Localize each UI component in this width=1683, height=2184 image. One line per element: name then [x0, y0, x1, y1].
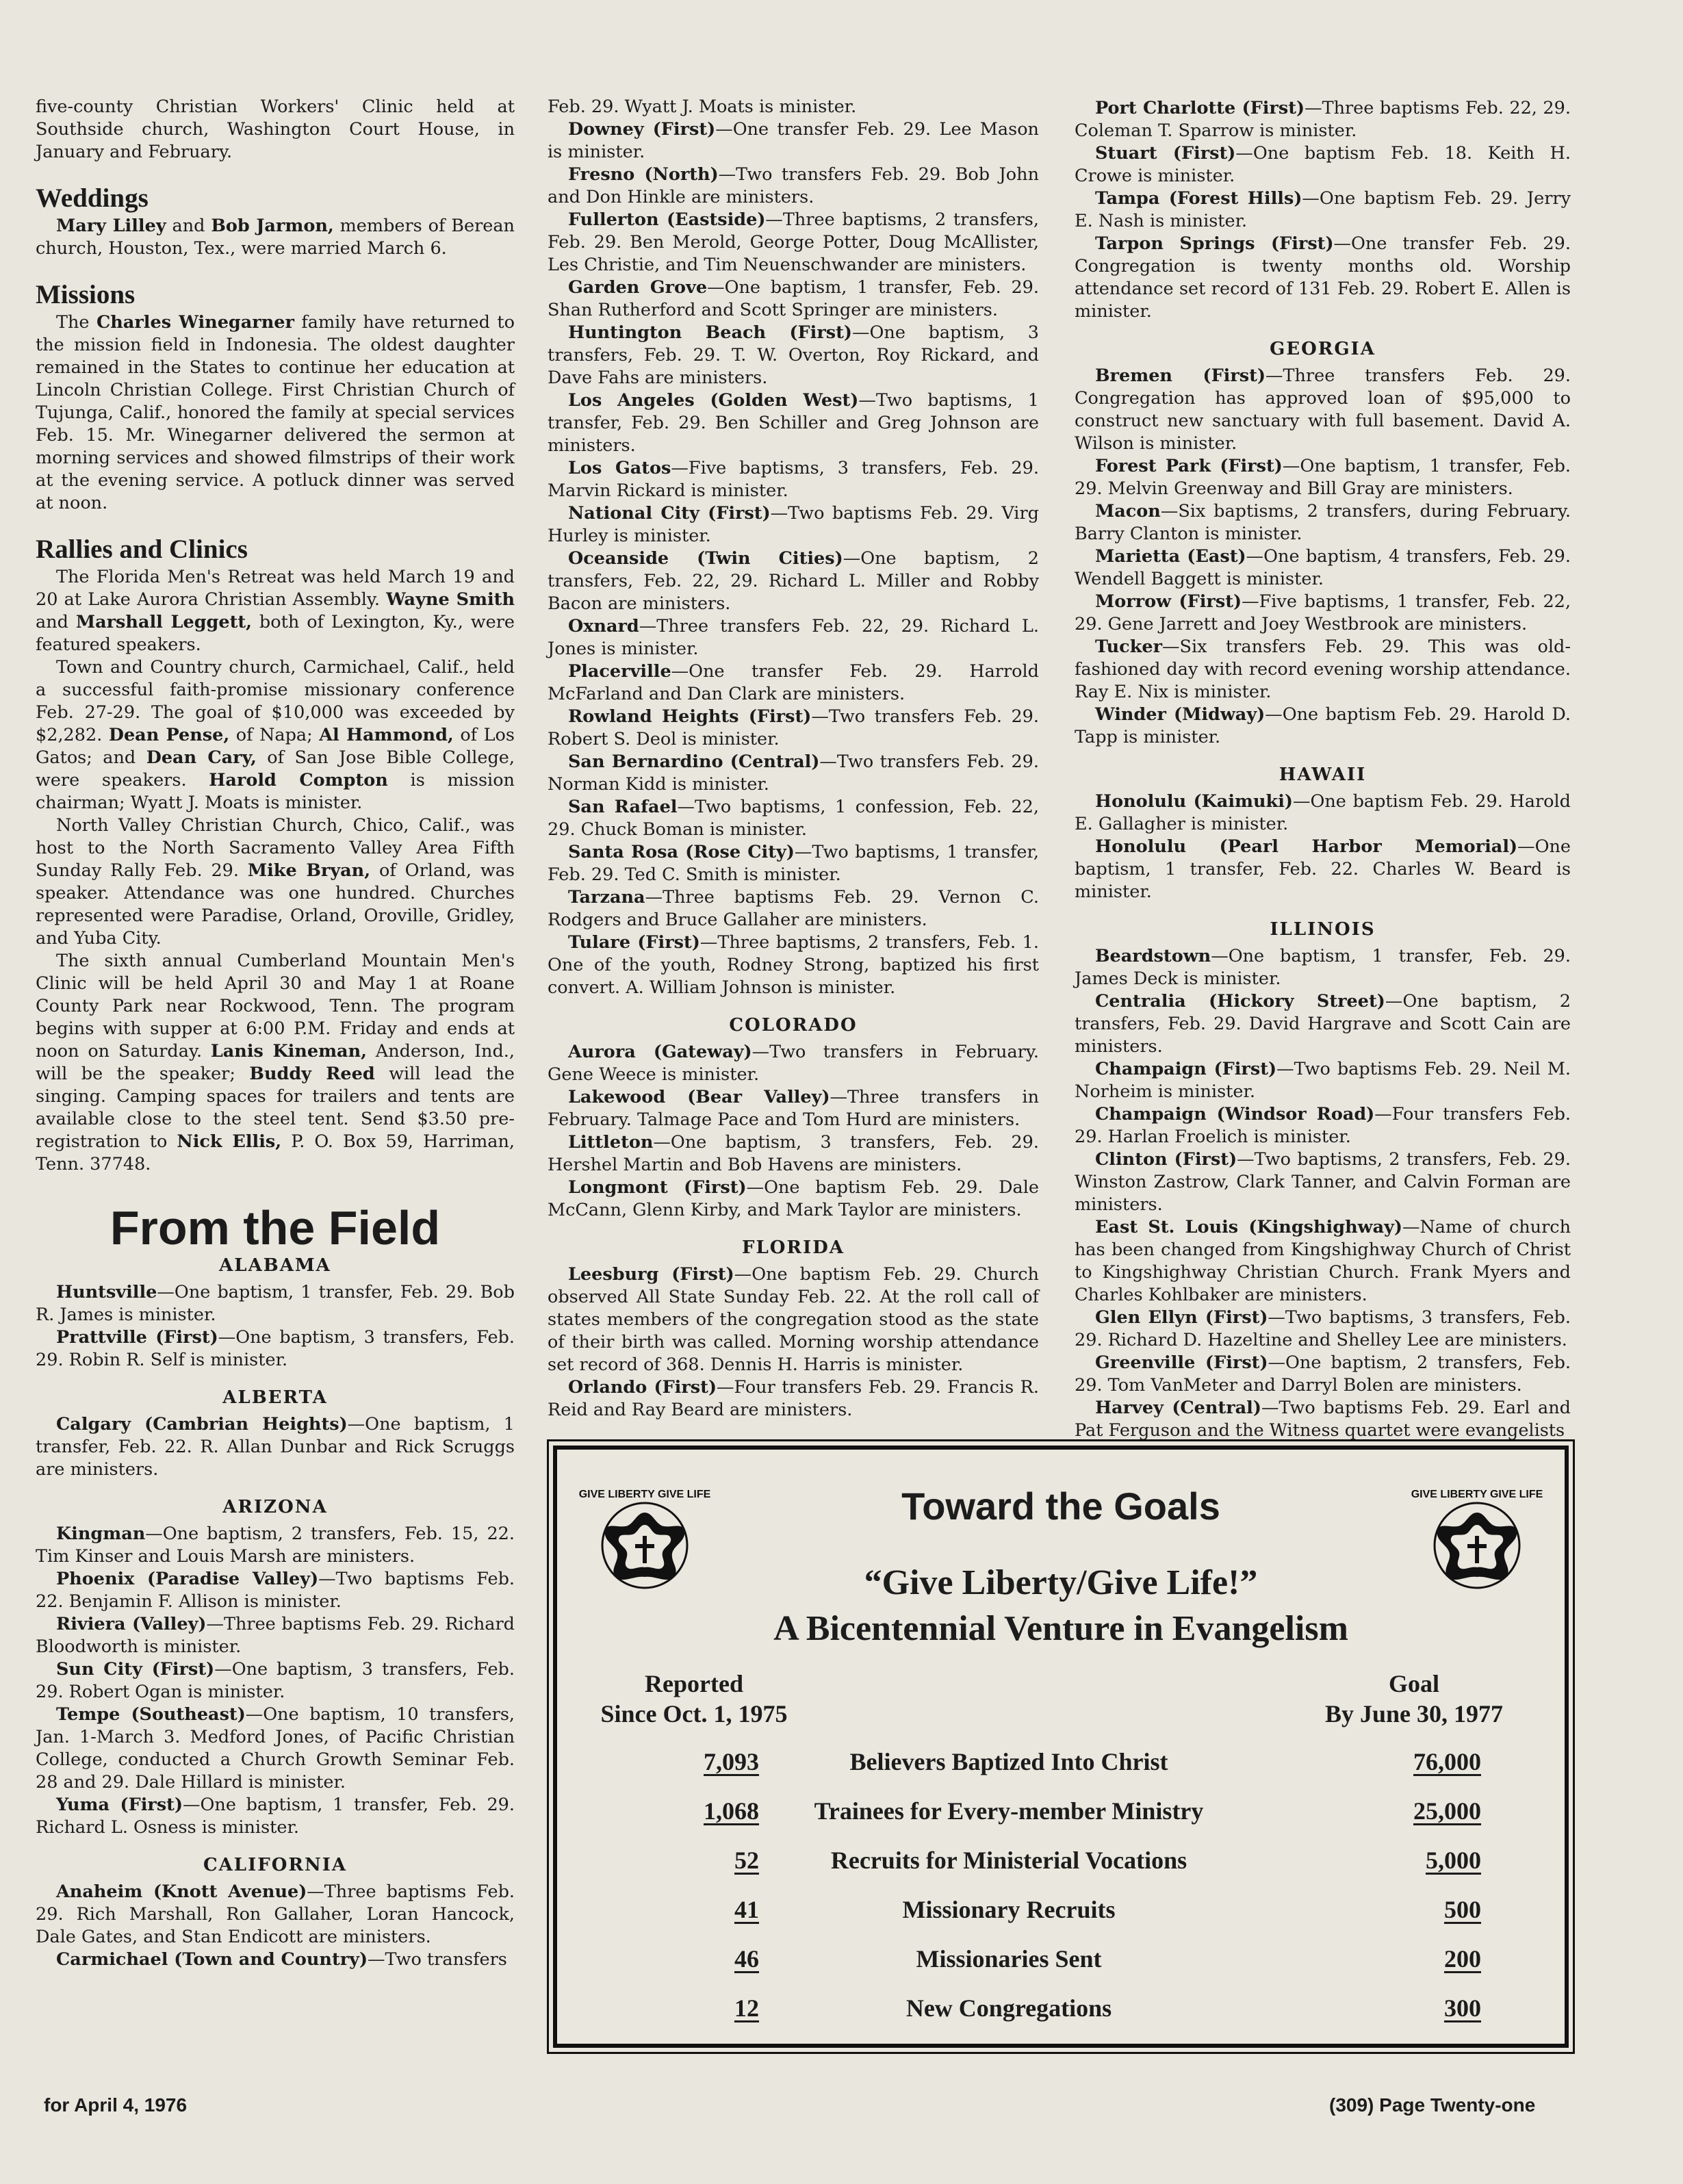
report-entry: Calgary (Cambrian Heights)—One baptism, 1 transfer, Feb. 22. R. Allan Dunbar and Rick Scruggs are ministers.	[36, 1414, 515, 1480]
report-entry: Forest Park (First)—One baptism, 1 transfer, Feb. 29. Melvin Greenway and Bill Gray are ministers.	[1075, 456, 1571, 499]
state-heading-florida: FLORIDA	[742, 1237, 845, 1258]
report-entry: Rowland Heights (First)—Two transfers Feb. 29. Robert S. Deol is minister.	[548, 706, 1039, 749]
rally-paragraph: Town and Country church, Carmichael, Calif., held a successful faith-promise missionary conference Feb. 27-29. The goal of $10,000 was exceeded by $2,282. Dean Pense, of Napa; Al Hammond, of Los Gatos; and Dean Cary, of San Jose Bible College, were speakers. Harold Compton is mission chairman; Wyatt J. Moats is minister.	[36, 657, 515, 813]
report-entry: Carmichael (Town and Country)—Two transfers	[56, 1949, 507, 1970]
report-entry: Orlando (First)—Four transfers Feb. 29. Francis R. Reid and Ray Beard are ministers.	[548, 1377, 1039, 1420]
report-entry: Fullerton (Eastside)—Three baptisms, 2 transfers, Feb. 29. Ben Merold, George Potter, Doug McAllister, Les Christie, and Tim Neuenschwander are ministers.	[548, 209, 1039, 275]
report-entry: Champaign (Windsor Road)—Four transfers Feb. 29. Harlan Froelich is minister.	[1075, 1104, 1571, 1147]
goals-slogan: “Give Liberty/Give Life!”	[864, 1563, 1258, 1602]
report-entry: Tucker—Six transfers Feb. 29. This was old-fashioned day with record evening worship attendance. Ray E. Nix is minister.	[1075, 637, 1571, 702]
report-entry: Tarpon Springs (First)—One transfer Feb. 29. Congregation is twenty months old. Worship attendance set record of 131 Feb. 29. Robert E. Allen is minister.	[1075, 233, 1571, 322]
goal-label: Trainees for Every-member Ministry	[814, 1797, 1204, 1825]
goal-label: New Congregations	[905, 1994, 1112, 2022]
report-entry: Honolulu (Pearl Harbor Memorial)—One baptism, 1 transfer, Feb. 22. Charles W. Beard is minister.	[1075, 836, 1571, 902]
report-entry: Los Gatos—Five baptisms, 3 transfers, Feb. 29. Marvin Rickard is minister.	[548, 458, 1039, 501]
report-entry: Phoenix (Paradise Valley)—Two baptisms Feb. 22. Benjamin F. Allison is minister.	[36, 1569, 515, 1612]
report-entry: Tulare (First)—Three baptisms, 2 transfers, Feb. 1. One of the youth, Rodney Strong, baptized his first convert. A. William Johnson is minister.	[548, 932, 1039, 998]
report-entry: Macon—Six baptisms, 2 transfers, during February. Barry Clanton is minister.	[1075, 501, 1571, 544]
goals-subtitle: A Bicentennial Venture in Evangelism	[773, 1609, 1348, 1648]
intro-paragraph: five-county Christian Workers' Clinic held at Southside church, Washington Court House, in January and February.	[36, 97, 515, 162]
report-entry: Champaign (First)—Two baptisms Feb. 29. Neil M. Norheim is minister.	[1075, 1059, 1571, 1102]
report-entry: Prattville (First)—One baptism, 3 transfers, Feb. 29. Robin R. Self is minister.	[36, 1327, 515, 1370]
report-entry: Lakewood (Bear Valley)—Three transfers in February. Talmage Pace and Tom Hurd are ministers.	[548, 1087, 1039, 1130]
goal-value: 5,000	[1426, 1847, 1481, 1874]
goal-header: Goal By June 30, 1977	[1324, 1670, 1504, 1727]
report-entry: Marietta (East)—One baptism, 4 transfers, Feb. 29. Wendell Baggett is minister.	[1075, 546, 1571, 589]
rallies-heading: Rallies and Clinics	[36, 535, 248, 564]
goal-label: Missionaries Sent	[916, 1945, 1102, 1973]
state-heading-california: CALIFORNIA	[203, 1855, 348, 1875]
goal-value: 76,000	[1413, 1748, 1481, 1775]
svg-text:GIVE LIBERTY GIVE LIFE: GIVE LIBERTY GIVE LIFE	[1411, 1489, 1543, 1500]
reported-value: 52	[734, 1847, 759, 1874]
report-entry: Yuma (First)—One baptism, 1 transfer, Feb. 29. Richard L. Osness is minister.	[36, 1795, 515, 1838]
rally-paragraph: North Valley Christian Church, Chico, Calif., was host to the North Sacramento Valley Area Fifth Sunday Rally Feb. 29. Mike Bryan, of Orland, was speaker. Attendance was one hundred. Churches represented were Paradise, Orland, Oroville, Gridley, and Yuba City.	[36, 815, 515, 949]
report-entry: Port Charlotte (First)—Three baptisms Feb. 22, 29. Coleman T. Sparrow is minister.	[1075, 98, 1571, 141]
report-entry: Centralia (Hickory Street)—One baptism, 2 transfers, Feb. 29. David Hargrave and Scott Cain are ministers.	[1075, 991, 1571, 1057]
rally-paragraph: The sixth annual Cumberland Mountain Men's Clinic will be held April 30 and May 1 at Roane County Park near Rockwood, Tenn. The program begins with supper at 6:00 P.M. Friday and ends at noon on Saturday. Lanis Kineman, Anderson, Ind., will be the speaker; Buddy Reed will lead the singing. Camping spaces for trailers and tents are available close to the steel tent. Send $3.50 pre-registration to Nick Ellis, P. O. Box 59, Harriman, Tenn. 37748.	[36, 951, 515, 1174]
report-entry: Greenville (First)—One baptism, 2 transfers, Feb. 29. Tom VanMeter and Darryl Bolen are ministers.	[1075, 1352, 1571, 1396]
goal-value: 25,000	[1413, 1797, 1481, 1825]
report-entry: Los Angeles (Golden West)—Two baptisms, 1 transfer, Feb. 29. Ben Schiller and Greg Johnson are ministers.	[548, 390, 1039, 456]
state-heading-arizona: ARIZONA	[222, 1497, 328, 1517]
state-heading-alabama: ALABAMA	[219, 1255, 331, 1276]
state-heading-georgia: GEORGIA	[1270, 339, 1376, 359]
report-entry: National City (First)—Two baptisms Feb. 29. Virg Hurley is minister.	[548, 503, 1039, 546]
reported-header: Reported Since Oct. 1, 1975	[600, 1670, 788, 1727]
report-entry: Fresno (North)—Two transfers Feb. 29. Bob John and Don Hinkle are ministers.	[548, 164, 1039, 207]
from-the-field-heading: From the Field	[110, 1201, 441, 1255]
report-entry: Bremen (First)—Three transfers Feb. 29. Congregation has approved loan of $95,000 to construct new sanctuary with full basement. David A. Wilson is minister.	[1075, 365, 1571, 454]
state-heading-alberta: ALBERTA	[222, 1387, 328, 1408]
goal-value: 500	[1444, 1896, 1481, 1923]
column-1	[36, 96, 515, 1971]
report-entry: Anaheim (Knott Avenue)—Three baptisms Feb. 29. Rich Marshall, Ron Gallaher, Loran Hancock, Dale Gates, and Stan Endicott are ministers.	[36, 1881, 515, 1947]
report-entry: Tampa (Forest Hills)—One baptism Feb. 29. Jerry E. Nash is minister.	[1075, 188, 1571, 231]
report-entry: Sun City (First)—One baptism, 3 transfers, Feb. 29. Robert Ogan is minister.	[36, 1659, 515, 1702]
goal-row	[557, 1944, 1565, 1979]
report-entry: Garden Grove—One baptism, 1 transfer, Feb. 29. Shan Rutherford and Scott Springer are ministers.	[548, 277, 1040, 320]
goal-row	[557, 1747, 1565, 1782]
report-entry: Tempe (Southeast)—One baptism, 10 transfers, Jan. 1-March 3. Medford Jones, of Pacific Christian College, conducted a Church Growth Seminar Feb. 28 and 29. Dale Hillard is minister.	[36, 1704, 515, 1793]
report-entry: San Rafael—Two baptisms, 1 confession, Feb. 22, 29. Chuck Boman is minister.	[548, 797, 1039, 840]
report-entry: Littleton—One baptism, 3 transfers, Feb. 29. Hershel Martin and Bob Havens are ministers.	[548, 1132, 1039, 1175]
footer-date: for April 4, 1976	[44, 2094, 188, 2116]
report-entry: Harvey (Central)—Two baptisms Feb. 29. Earl and Pat Ferguson and the Witness quartet were evangelists	[1075, 1398, 1571, 1441]
report-entry: Honolulu (Kaimuki)—One baptism Feb. 29. Harold E. Gallagher is minister.	[1075, 791, 1571, 834]
state-heading-colorado: COLORADO	[729, 1015, 858, 1036]
report-entry: San Bernardino (Central)—Two transfers Feb. 29. Norman Kidd is minister.	[548, 751, 1039, 795]
goals-title: Toward the Goals	[901, 1485, 1220, 1528]
goal-label: Believers Baptized Into Christ	[849, 1748, 1168, 1775]
rally-paragraph: The Florida Men's Retreat was held March 19 and 20 at Lake Aurora Christian Assembly. Wayne Smith and Marshall Leggett, both of Lexington, Ky., were featured speakers.	[36, 567, 515, 655]
report-entry: Oceanside (Twin Cities)—One baptism, 2 transfers, Feb. 22, 29. Richard L. Miller and Robby Bacon are ministers.	[548, 548, 1039, 614]
weddings-paragraph: Mary Lilley and Bob Jarmon, members of Berean church, Houston, Tex., were married March 6.	[36, 216, 515, 259]
column-3	[1075, 97, 1571, 1442]
reported-value: 7,093	[704, 1748, 759, 1775]
goal-row	[557, 1895, 1565, 1929]
report-entry: Oxnard—Three transfers Feb. 22, 29. Richard L. Jones is minister.	[548, 616, 1039, 659]
goal-value: 200	[1444, 1945, 1481, 1973]
report-entry: Santa Rosa (Rose City)—Two baptisms, 1 transfer, Feb. 29. Ted C. Smith is minister.	[548, 842, 1039, 885]
report-entry: Beardstown—One baptism, 1 transfer, Feb. 29. James Deck is minister.	[1075, 946, 1571, 989]
reported-value: 12	[734, 1994, 759, 2022]
report-entry: Clinton (First)—Two baptisms, 2 transfers, Feb. 29. Winston Zastrow, Clark Tanner, and Calvin Forman are ministers.	[1075, 1149, 1571, 1215]
report-entry: Placerville—One transfer Feb. 29. Harrold McFarland and Dan Clark are ministers.	[548, 661, 1039, 704]
report-entry: Longmont (First)—One baptism Feb. 29. Dale McCann, Glenn Kirby, and Mark Taylor are ministers.	[548, 1177, 1039, 1220]
report-entry: Huntington Beach (First)—One baptism, 3 transfers, Feb. 29. T. W. Overton, Roy Rickard, and Dave Fahs are ministers.	[548, 322, 1039, 388]
svg-text:GIVE LIBERTY GIVE LIFE: GIVE LIBERTY GIVE LIFE	[578, 1489, 711, 1500]
goal-row	[557, 1846, 1565, 1880]
report-entry: East St. Louis (Kingshighway)—Name of church has been changed from Kingshighway Church of Christ to Kingshighway Christian Church. Frank Myers and Charles Kohlbaker are ministers.	[1075, 1217, 1571, 1305]
goal-row	[557, 1797, 1565, 1831]
report-entry: Winder (Midway)—One baptism Feb. 29. Harold D. Tapp is minister.	[1075, 704, 1571, 747]
report-entry: Glen Ellyn (First)—Two baptisms, 3 transfers, Feb. 29. Richard D. Hazeltine and Shelley Lee are ministers.	[1075, 1307, 1571, 1350]
report-entry: Downey (First)—One transfer Feb. 29. Lee Mason is minister.	[548, 119, 1039, 162]
report-entry: Feb. 29. Wyatt J. Moats is minister.	[548, 97, 857, 117]
missions-heading: Missions	[36, 280, 136, 309]
missions-paragraph: The Charles Winegarner family have returned to the mission field in Indonesia. The oldest daughter remained in the States to continue her education at Lincoln Christian College. First Christian Church of Tujunga, Calif., honored the family at special services Feb. 15. Mr. Winegarner delivered the sermon at morning services and showed filmstrips of their work at the evening service. A potluck dinner was served at noon.	[36, 312, 515, 513]
weddings-heading: Weddings	[36, 183, 149, 213]
reported-value: 41	[734, 1896, 759, 1923]
report-entry: Huntsville—One baptism, 1 transfer, Feb. 29. Bob R. James is minister.	[36, 1282, 515, 1325]
goals-box	[553, 1446, 1569, 2048]
column-2	[548, 96, 1039, 1422]
report-entry: Stuart (First)—One baptism Feb. 18. Keith H. Crowe is minister.	[1075, 143, 1571, 186]
goal-row	[557, 1994, 1565, 2028]
report-entry: Riviera (Valley)—Three baptisms Feb. 29. Richard Bloodworth is minister.	[36, 1614, 515, 1657]
state-heading-illinois: ILLINOIS	[1270, 919, 1376, 940]
goal-label: Recruits for Ministerial Vocations	[830, 1847, 1187, 1874]
footer-page-number: (309) Page Twenty-one	[1329, 2094, 1536, 2116]
goal-label: Missionary Recruits	[902, 1896, 1116, 1923]
report-entry: Morrow (First)—Five baptisms, 1 transfer, Feb. 22, 29. Gene Jarrett and Joey Westbrook are ministers.	[1075, 591, 1571, 634]
report-entry: Aurora (Gateway)—Two transfers in February. Gene Weece is minister.	[548, 1042, 1039, 1085]
state-heading-hawaii: HAWAII	[1279, 765, 1367, 785]
goal-value: 300	[1444, 1994, 1481, 2022]
reported-value: 1,068	[704, 1797, 759, 1825]
report-entry: Leesburg (First)—One baptism Feb. 29. Church observed All State Sunday Feb. 22. At the roll call of states members of the congregation stood as the state of their birth was called. Morning worship attendance set record of 368. Dennis H. Harris is minister.	[548, 1264, 1039, 1375]
report-entry: Tarzana—Three baptisms Feb. 29. Vernon C. Rodgers and Bruce Gallaher are ministers.	[548, 887, 1039, 930]
reported-value: 46	[734, 1945, 759, 1973]
report-entry: Kingman—One baptism, 2 transfers, Feb. 15, 22. Tim Kinser and Louis Marsh are ministers.	[36, 1524, 515, 1567]
